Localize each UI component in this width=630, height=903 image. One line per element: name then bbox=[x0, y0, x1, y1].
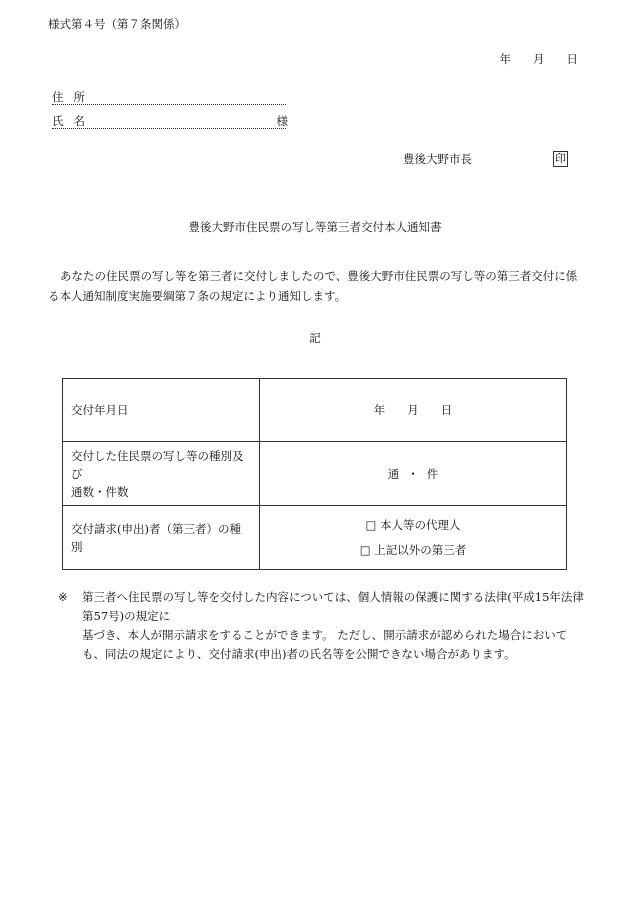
document-type-label-line1: 交付した住民票の写し等の種別及び bbox=[71, 448, 244, 481]
note-line2: 基づき、本人が開示請求をすることができます。 ただし、開示請求が認められた場合において bbox=[82, 628, 568, 642]
date-year-label: 年 bbox=[499, 52, 511, 66]
table-row bbox=[63, 506, 567, 570]
issuer-mayor: 豊後大野市長 bbox=[403, 152, 472, 166]
footnote bbox=[58, 588, 588, 664]
honorific: 様 bbox=[276, 114, 288, 128]
table-row bbox=[63, 379, 567, 442]
document-type-label bbox=[63, 442, 260, 506]
issue-date-value[interactable] bbox=[260, 379, 567, 442]
requester-type-label: 交付請求(申出)者（第三者）の種別 bbox=[63, 506, 260, 570]
issue-date-label: 交付年月日 bbox=[63, 379, 260, 442]
address-label: 住所 bbox=[52, 90, 95, 104]
note-line3: も、同法の規定により、交付請求(申出)者の氏名等を公開できない場合があります。 bbox=[82, 647, 516, 661]
notice-body: あなたの住民票の写し等を第三者に交付しましたので、豊後大野市住民票の写し等の第三者交付に係る本人通知制度実施要綱第７条の規定により通知します。 bbox=[48, 269, 578, 303]
note-mark: ※ bbox=[58, 590, 68, 604]
ki-heading: 記 bbox=[309, 331, 321, 345]
seal-stamp: 印 bbox=[555, 152, 566, 165]
cell-month: 月 bbox=[407, 403, 419, 417]
cell-year: 年 bbox=[373, 403, 386, 417]
cell-day: 日 bbox=[440, 403, 453, 417]
note-line1: 第三者へ住民票の写し等を交付した内容については、個人情報の保護に関する法律(平成15年法律第57号)の規定に bbox=[82, 590, 584, 623]
table-row bbox=[63, 442, 567, 506]
ken-label: 件 bbox=[426, 466, 439, 481]
name-field[interactable] bbox=[52, 113, 286, 129]
address-field[interactable] bbox=[52, 89, 286, 105]
tsu-label: 通 bbox=[387, 466, 400, 481]
checkbox-other-third-party[interactable]: □ 上記以外の第三者 bbox=[359, 542, 467, 557]
date-day-label: 日 bbox=[566, 52, 578, 66]
document-title: 豊後大野市住民票の写し等第三者交付本人通知書 bbox=[188, 220, 442, 234]
issue-date bbox=[500, 51, 579, 67]
checkbox-agent[interactable]: □ 本人等の代理人 bbox=[365, 517, 461, 532]
separator-dot: ・ bbox=[407, 466, 419, 481]
count-value[interactable] bbox=[260, 442, 567, 506]
form-number: 様式第４号（第７条関係） bbox=[48, 17, 186, 31]
requester-type-options bbox=[260, 506, 567, 570]
date-month-label: 月 bbox=[533, 52, 545, 66]
document-type-label-line2: 通数・件数 bbox=[71, 484, 129, 499]
name-label: 氏名 bbox=[52, 114, 95, 128]
details-table bbox=[62, 378, 567, 570]
